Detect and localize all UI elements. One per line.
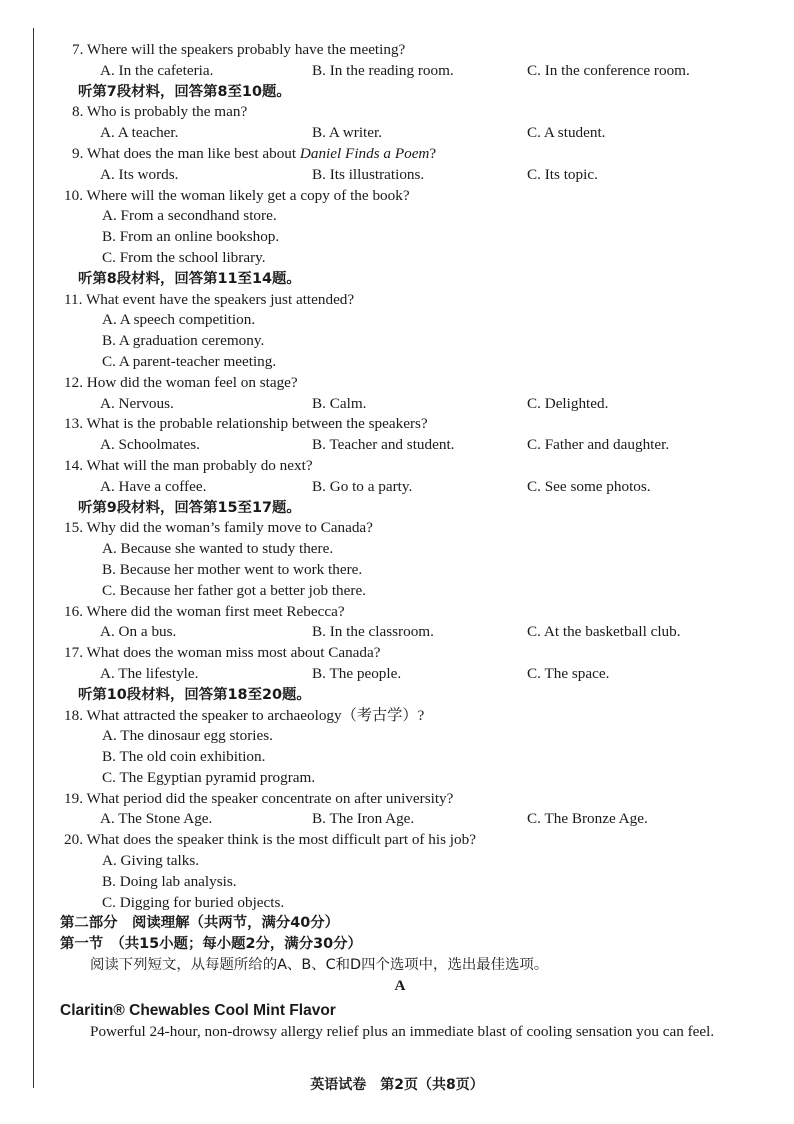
question-12-options bbox=[60, 394, 740, 415]
option-b: B. In the classroom. bbox=[312, 623, 434, 641]
option-c: C. Father and daughter. bbox=[527, 436, 670, 454]
option-a: A. The dinosaur egg stories. bbox=[102, 727, 273, 745]
section-one-heading: 第一节 （共15小题；每小题2分，满分30分） bbox=[60, 936, 362, 953]
option-a: A. Nervous. bbox=[100, 394, 174, 412]
part-two-heading: 第二部分 阅读理解（共两节，满分40分） bbox=[60, 915, 340, 932]
question-16-stem: 16. Where did the woman first meet Rebecca? bbox=[64, 602, 345, 620]
option-c: C. A parent-teacher meeting. bbox=[102, 352, 277, 370]
section-heading-10: 听第10段材料，回答第18至20题。 bbox=[78, 686, 311, 703]
question-15-stem: 15. Why did the woman’s family move to Canada? bbox=[64, 519, 373, 537]
option-b: B. From an online bookshop. bbox=[102, 228, 280, 246]
section-heading-7: 听第7段材料，回答第8至10题。 bbox=[78, 83, 291, 100]
question-19-stem: 19. What period did the speaker concentrate on after university? bbox=[64, 789, 454, 807]
option-b: B. A writer. bbox=[312, 124, 383, 142]
reading-instruction: 阅读下列短文，从每题所给的A、B、C和D四个选项中，选出最佳选项。 bbox=[90, 957, 549, 974]
question-19-options bbox=[60, 809, 740, 830]
option-b: B. Go to a party. bbox=[312, 477, 413, 495]
question-9-options bbox=[60, 165, 740, 186]
question-7-stem: 7. Where will the speakers probably have the meeting? bbox=[72, 41, 406, 58]
question-7-options bbox=[60, 61, 740, 82]
option-b: B. Doing lab analysis. bbox=[102, 872, 237, 890]
question-9-stem: 9. What does the man like best about Daniel Finds a Poem? bbox=[72, 144, 437, 162]
option-b: B. Teacher and student. bbox=[312, 436, 455, 454]
question-12-stem: 12. How did the woman feel on stage? bbox=[64, 373, 298, 391]
option-c: C. Digging for buried objects. bbox=[102, 893, 285, 911]
option-c: C. In the conference room. bbox=[527, 61, 690, 79]
question-13-options bbox=[60, 435, 740, 456]
option-c: C. The space. bbox=[527, 664, 610, 682]
question-13-stem: 13. What is the probable relationship between the speakers? bbox=[64, 415, 428, 433]
option-a: A. In the cafeteria. bbox=[100, 61, 214, 79]
passage-title: Claritin® Chewables Cool Mint Flavor bbox=[60, 1001, 336, 1019]
option-b: B. In the reading room. bbox=[312, 61, 454, 79]
page-footer: 英语试卷 第2页（共8页） bbox=[310, 1077, 484, 1093]
question-8-options bbox=[60, 123, 740, 144]
option-a: A. From a secondhand store. bbox=[102, 207, 277, 225]
question-10-stem: 10. Where will the woman likely get a copy of the book? bbox=[64, 186, 410, 204]
option-a: A. The Stone Age. bbox=[100, 810, 213, 828]
section-heading-9: 听第9段材料，回答第15至17题。 bbox=[78, 499, 301, 516]
option-b: B. Calm. bbox=[312, 394, 367, 412]
question-17-options bbox=[60, 664, 740, 685]
option-a: A. A teacher. bbox=[100, 124, 179, 142]
option-b: B. A graduation ceremony. bbox=[102, 332, 265, 350]
option-c: C. From the school library. bbox=[102, 248, 266, 266]
option-a: A. The lifestyle. bbox=[100, 664, 199, 682]
option-a: A. A speech competition. bbox=[102, 311, 256, 329]
question-14-stem: 14. What will the man probably do next? bbox=[64, 456, 313, 474]
option-b: B. The old coin exhibition. bbox=[102, 748, 266, 766]
question-16-options bbox=[60, 622, 740, 643]
option-c: C. See some photos. bbox=[527, 477, 651, 495]
option-c: C. The Bronze Age. bbox=[527, 810, 648, 828]
question-17-stem: 17. What does the woman miss most about Canada? bbox=[64, 644, 381, 662]
exam-page bbox=[60, 40, 740, 1042]
book-title: Daniel Finds a Poem bbox=[299, 144, 430, 162]
option-a: A. Have a coffee. bbox=[100, 477, 207, 495]
option-b: B. The Iron Age. bbox=[312, 810, 415, 828]
question-8-stem: 8. Who is probably the man? bbox=[72, 103, 248, 121]
option-b: B. Because her mother went to work there. bbox=[102, 560, 363, 578]
option-c: C. Delighted. bbox=[527, 394, 609, 412]
option-a: A. Giving talks. bbox=[102, 852, 200, 870]
passage-letter: A bbox=[394, 976, 406, 994]
option-c: C. At the basketball club. bbox=[527, 623, 681, 641]
question-14-options bbox=[60, 477, 740, 498]
question-20-stem: 20. What does the speaker think is the most difficult part of his job? bbox=[64, 831, 476, 849]
option-b: B. The people. bbox=[312, 664, 402, 682]
option-a: A. Its words. bbox=[100, 165, 179, 183]
question-11-stem: 11. What event have the speakers just attended? bbox=[64, 290, 355, 308]
passage-paragraph: Powerful 24-hour, non-drowsy allergy relief plus an immediate blast of cooling sensation you can feel. bbox=[90, 1023, 715, 1041]
option-a: A. On a bus. bbox=[100, 623, 177, 641]
question-18-stem: 18. What attracted the speaker to archaeology（考古学）? bbox=[64, 706, 425, 724]
option-c: C. The Egyptian pyramid program. bbox=[102, 768, 316, 786]
section-heading-8: 听第8段材料，回答第11至14题。 bbox=[78, 270, 301, 287]
option-a: A. Because she wanted to study there. bbox=[102, 540, 334, 558]
option-b: B. Its illustrations. bbox=[312, 165, 425, 183]
option-c: C. Its topic. bbox=[527, 165, 598, 183]
option-a: A. Schoolmates. bbox=[100, 436, 200, 454]
option-c: C. Because her father got a better job there. bbox=[102, 581, 366, 599]
binding-rule bbox=[33, 28, 34, 1088]
option-c: C. A student. bbox=[527, 124, 606, 142]
